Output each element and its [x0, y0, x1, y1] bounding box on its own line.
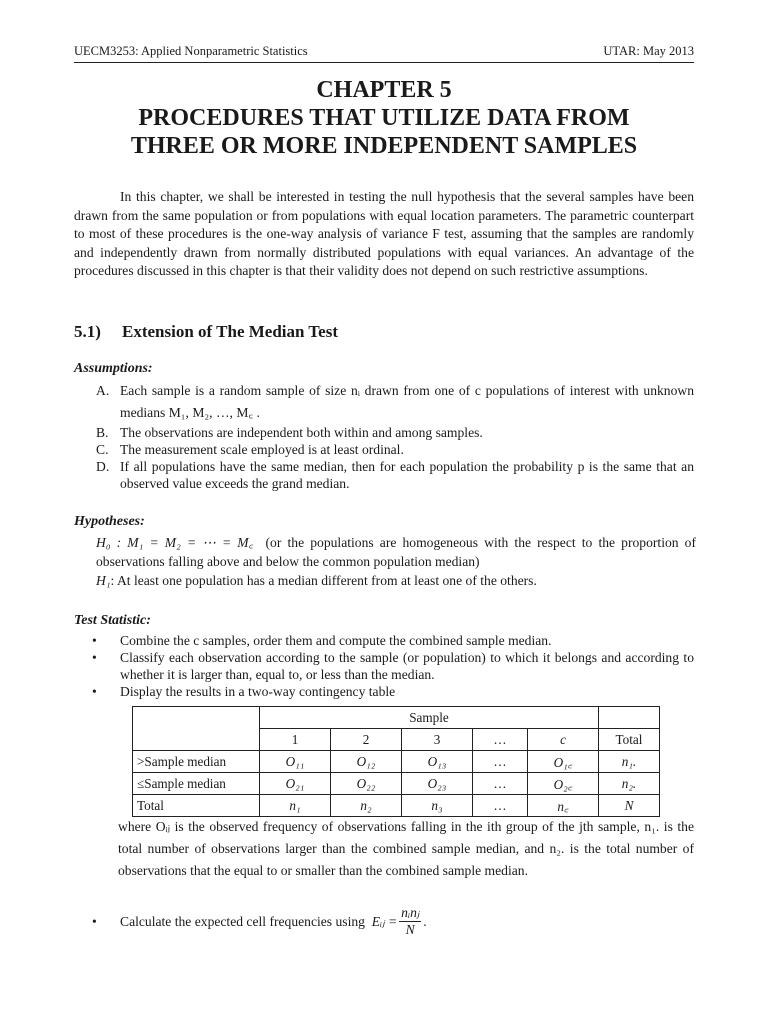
contingency-table [132, 706, 660, 817]
table-col-header: Total [599, 729, 660, 751]
chapter-title-line-2: THREE OR MORE INDEPENDENT SAMPLES [130, 133, 638, 159]
running-header [74, 44, 694, 63]
section-title: Extension of The Median Test [122, 322, 339, 341]
section-number: 5.1) [74, 322, 101, 341]
h0-formula: H₀ : M₁ = M₂ = ⋯ = M꜀ [96, 535, 254, 550]
table-row: Total n₁ n₂ n₃ … n꜀ N [133, 795, 660, 817]
expected-frequency-line: • Calculate the expected cell frequencies using Eᵢⱼ = $\frac{\text{nᵢnⱼ}}{N}$ . [92, 905, 427, 937]
header-date: UTAR: May 2013 [603, 44, 694, 58]
table-col-header: 2 [331, 729, 402, 751]
table-col-header: 3 [402, 729, 473, 751]
expected-frequency-fraction [399, 905, 421, 938]
list-item: • Display the results in a two-way contingency table [92, 684, 396, 699]
header-course: UECM3253: Applied Nonparametric Statistics [74, 44, 308, 58]
null-hypothesis [96, 533, 696, 571]
alternative-hypothesis [96, 571, 696, 590]
assumptions-heading: Assumptions: [74, 361, 153, 376]
test-statistic-bullets [92, 632, 694, 700]
table-row-label: >Sample median [133, 751, 260, 773]
table-header-sample: Sample [260, 707, 599, 729]
table-col-header: 1 [260, 729, 331, 751]
hypotheses-block [96, 533, 696, 590]
expected-frequency-lhs: Eᵢⱼ = [371, 913, 398, 929]
assumptions-list [96, 380, 694, 492]
list-item: • Classify each observation according to the sample (or population) to which it belongs and according to whether it is larger than, equal to, or less than the median. [92, 650, 694, 682]
list-item: C. The measurement scale employed is at least ordinal. [96, 442, 404, 457]
h0-text: (or the populations are homogeneous with the respect to the proportion of observations falling above and below the common population median) [96, 535, 697, 569]
test-statistic-heading: Test Statistic: [74, 613, 151, 628]
fraction-numerator: nᵢnⱼ [401, 905, 420, 920]
h1-symbol: H₁ [96, 573, 111, 588]
section-heading [74, 322, 338, 342]
table-row: ≤Sample median O₂₁ O₂₂ O₂₃ … O₂꜀ n₂. [133, 773, 660, 795]
list-item: A. Each sample is a random sample of size nᵢ drawn from one of c populations of interest with unknown medians M₁, M₂, …, M꜀ . [96, 383, 694, 420]
chapter-title-line-1: PROCEDURES THAT UTILIZE DATA FROM [138, 105, 630, 131]
intro-paragraph: In this chapter, we shall be interested in testing the null hypothesis that the several samples have been drawn from the same population or from populations with equal location parameters. The parametric counterpart to most of these procedures is the one-way analysis of variance F test, assuming that the samples are randomly and independently drawn from normally distributed populations with equal variances. An advantage of the procedures discussed in this chapter is that their validity does not depend on such restrictive assumptions. [74, 189, 694, 278]
expected-frequency-text: Calculate the expected cell frequencies using [120, 913, 365, 929]
list-item: • Combine the c samples, order them and compute the combined sample median. [92, 633, 552, 648]
table-explanation: where Oᵢⱼ is the observed frequency of observations falling in the ith group of the jth sample, n₁. is the total number of observations larger than the combined sample median, and n₂. is the total number of observations that the equal to or smaller than the combined sample median. [118, 819, 694, 878]
fraction-denominator: N [405, 922, 415, 937]
hypotheses-heading: Hypotheses: [74, 514, 145, 529]
h1-text: : At least one population has a median different from at least one of the others. [110, 573, 537, 588]
chapter-title [0, 76, 768, 160]
table-col-header: c [528, 729, 599, 751]
table-row [133, 707, 660, 729]
table-col-header: … [473, 729, 528, 751]
list-item: D. If all populations have the same median, then for each population the probability p is the same that an observed value exceeds the grand median. [96, 459, 694, 491]
chapter-number: CHAPTER 5 [316, 77, 452, 103]
table-row: >Sample median O₁₁ O₁₂ O₁₃ … O₁꜀ n₁. [133, 751, 660, 773]
table-row-label: ≤Sample median [133, 773, 260, 795]
table-row-label: Total [133, 795, 260, 817]
list-item: B. The observations are independent both within and among samples. [96, 425, 483, 440]
